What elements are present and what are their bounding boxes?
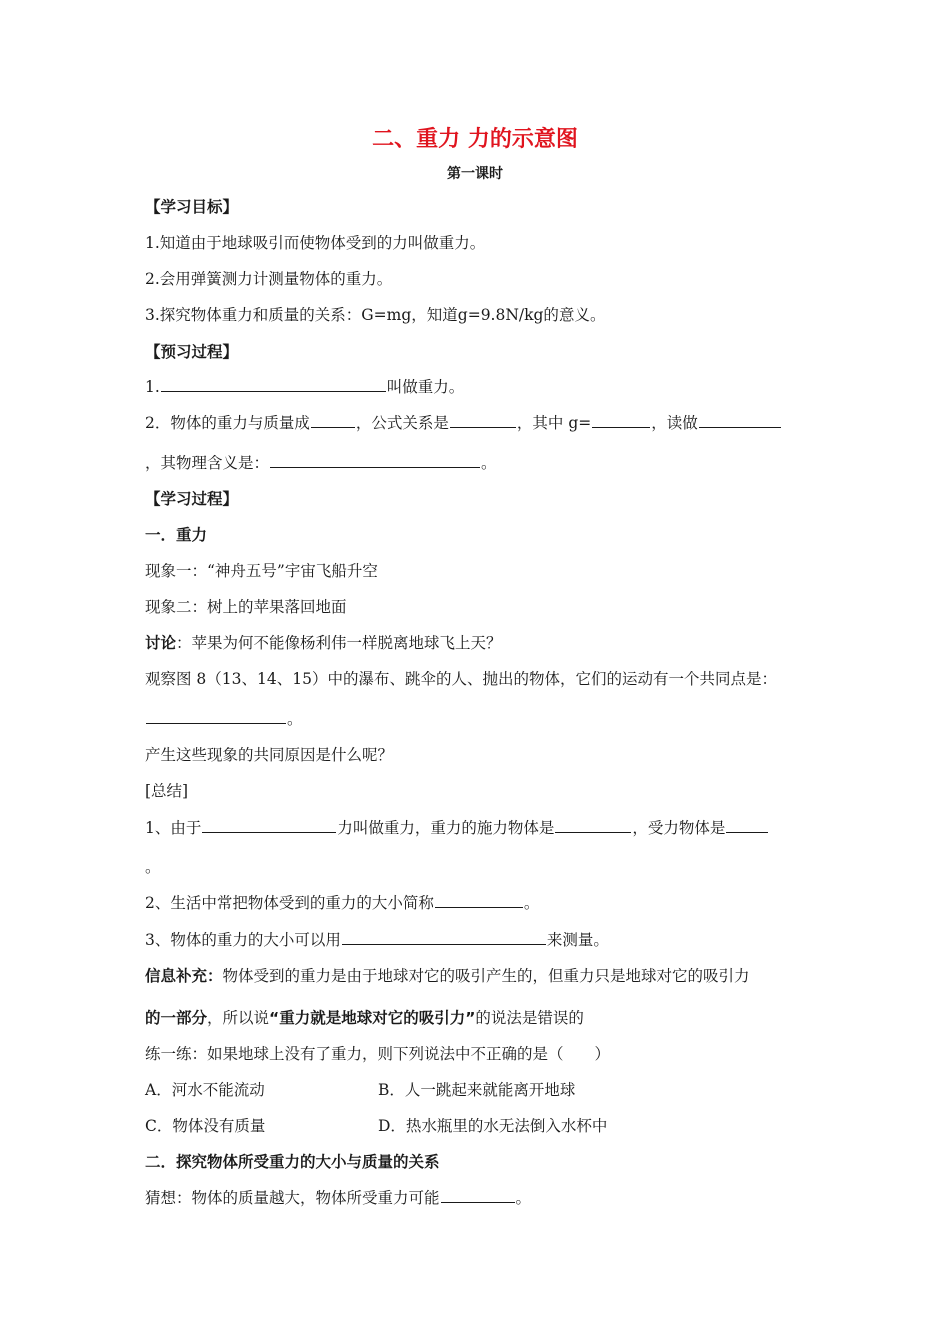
summary-text: ，受力物体是: [632, 819, 726, 837]
hypothesis-text: 。: [515, 1189, 532, 1207]
answer-blank[interactable]: [270, 452, 480, 468]
summary-text: 。: [523, 894, 540, 912]
option-a[interactable]: A．河水不能流动: [145, 1081, 265, 1099]
answer-blank[interactable]: [311, 412, 355, 428]
answer-blank[interactable]: [146, 708, 286, 724]
q1-number: 1.: [145, 378, 160, 396]
info-text: ，所以说: [207, 1009, 270, 1027]
q2-text: ，读做: [651, 414, 698, 432]
info-text: “重力就是地球对它的吸引力”: [269, 1009, 476, 1027]
summary-heading: [总结]: [145, 782, 189, 800]
answer-blank[interactable]: [202, 817, 336, 833]
phenomenon-2: 现象二：树上的苹果落回地面: [145, 598, 347, 616]
info-supplement-cont: [145, 1007, 584, 1029]
q2-text: ，其物理含义是：: [145, 454, 270, 472]
preview-q2-cont: [145, 452, 497, 474]
summary-text: 1、由于: [145, 819, 202, 837]
answer-blank[interactable]: [592, 412, 650, 428]
info-text: 物体受到的重力是由于地球对它的吸引产生的，但重力只是地球对它的吸引力: [222, 967, 750, 985]
summary-3: [145, 929, 609, 951]
info-supplement: [145, 965, 750, 987]
summary-text: 力叫做重力，重力的施力物体是: [337, 819, 555, 837]
answer-blank[interactable]: [699, 412, 781, 428]
hypothesis: [145, 1187, 531, 1209]
section-2-heading: 二．探究物体所受重力的大小与质量的关系: [145, 1153, 440, 1171]
objective-item: 2.会用弹簧测力计测量物体的重力。: [145, 270, 393, 288]
objectives-heading: 【学习目标】: [145, 198, 239, 216]
objective-item: 3.探究物体重力和质量的关系：G=mg，知道g=9.8N/kg的意义。: [145, 306, 606, 324]
learning-heading: 【学习过程】: [145, 490, 239, 508]
practice-question: 练一练：如果地球上没有了重力，则下列说法中不正确的是（ ）: [145, 1045, 611, 1063]
answer-blank[interactable]: [435, 892, 523, 908]
summary-text: 2、生活中常把物体受到的重力的大小简称: [145, 894, 434, 912]
info-text: 的一部分: [145, 1009, 208, 1027]
q2-text: 。: [481, 454, 497, 472]
discussion: [145, 632, 502, 654]
observation-answer: [145, 708, 303, 730]
preview-q1: [145, 376, 464, 398]
info-text: 的说法是错误的: [475, 1009, 584, 1027]
summary-1-end: 。: [145, 858, 161, 876]
q2-text: ，公式关系是: [355, 414, 449, 432]
info-label: 信息补充：: [145, 967, 223, 985]
page-subtitle: 第一课时: [447, 166, 503, 182]
observation-end: 。: [287, 710, 303, 728]
option-d[interactable]: D．热水瓶里的水无法倒入水杯中: [378, 1117, 608, 1135]
answer-blank[interactable]: [342, 929, 546, 945]
answer-blank[interactable]: [555, 817, 631, 833]
observation: 观察图 8（13、14、15）中的瀑布、跳伞的人、抛出的物体，它们的运动有一个共同点是：: [145, 670, 777, 688]
q1-tail: 叫做重力。: [386, 378, 465, 396]
hypothesis-text: 猜想：物体的质量越大，物体所受重力可能: [145, 1189, 440, 1207]
options-row-1: [145, 1079, 645, 1101]
q2-text: 2．物体的重力与质量成: [145, 414, 310, 432]
section-1-heading: 一．重力: [145, 526, 208, 544]
answer-blank[interactable]: [726, 817, 768, 833]
answer-blank[interactable]: [450, 412, 516, 428]
summary-text: 3、物体的重力的大小可以用: [145, 931, 341, 949]
q2-text: ，其中 g=: [516, 414, 592, 432]
summary-1: [145, 817, 769, 839]
summary-text: 来测量。: [546, 931, 609, 949]
preview-heading: 【预习过程】: [145, 343, 239, 361]
option-c[interactable]: C．物体没有质量: [145, 1117, 266, 1135]
summary-2: [145, 892, 539, 914]
cause-question: 产生这些现象的共同原因是什么呢？: [145, 746, 394, 764]
phenomenon-1: 现象一：“神舟五号”宇宙飞船升空: [145, 562, 378, 580]
options-row-2: [145, 1115, 645, 1137]
answer-blank[interactable]: [441, 1187, 515, 1203]
discussion-label: 讨论: [145, 634, 177, 652]
answer-blank[interactable]: [161, 376, 386, 392]
objective-item: 1.知道由于地球吸引而使物体受到的力叫做重力。: [145, 234, 486, 252]
preview-q2: [145, 412, 782, 434]
page-title: 二、重力 力的示意图: [372, 127, 578, 152]
option-b[interactable]: B．人一跳起来就能离开地球: [378, 1081, 576, 1099]
discussion-text: ：苹果为何不能像杨利伟一样脱离地球飞上天？: [176, 634, 502, 652]
